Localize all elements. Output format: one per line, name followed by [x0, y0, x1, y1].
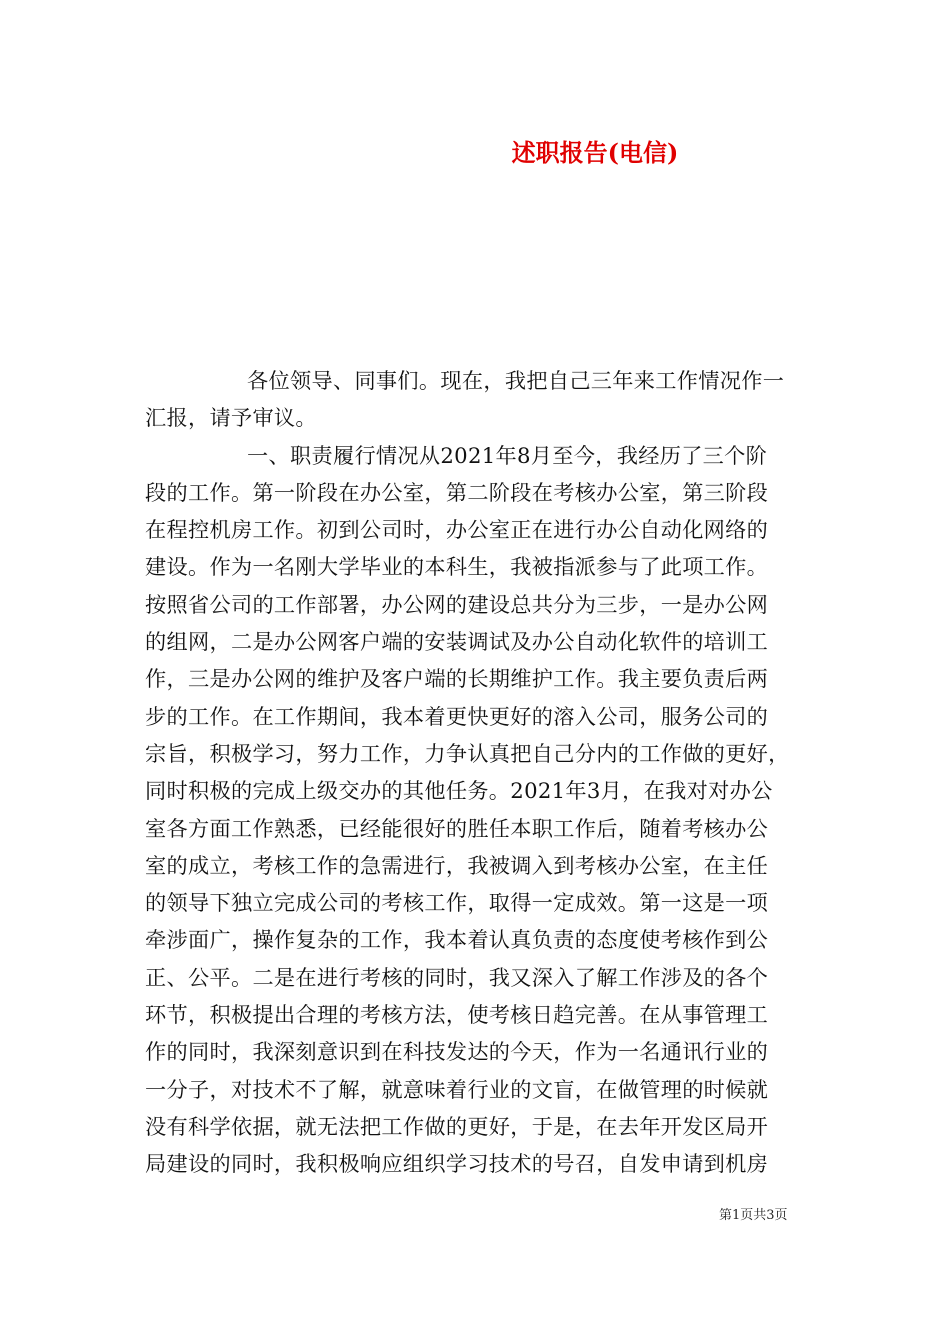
text-line: 同时积极的完成上级交办的其他任务。2021年3月，在我对对办公 [145, 778, 773, 804]
text-line: 步的工作。在工作期间，我本着更快更好的溶入公司，服务公司的 [145, 703, 769, 729]
text-line: 建设。作为一名刚大学毕业的本科生，我被指派参与了此项工作。 [145, 554, 769, 580]
text-line: 一分子，对技术不了解，就意味着行业的文盲，在做管理的时候就 [145, 1076, 769, 1102]
text-line: 没有科学依据，就无法把工作做的更好，于是，在去年开发区局开 [145, 1113, 769, 1139]
text-line: 在程控机房工作。初到公司时，办公室正在进行办公自动化网络的 [145, 517, 769, 543]
document-title: 述职报告(电信) [511, 138, 679, 167]
text-line: 一、职责履行情况从2021年8月至今，我经历了三个阶 [247, 442, 768, 468]
text-line: 牵涉面广，操作复杂的工作，我本着认真负责的态度使考核作到公 [145, 927, 769, 953]
text-line: 的领导下独立完成公司的考核工作，取得一定成效。第一这是一项 [145, 890, 769, 916]
text-line: 室各方面工作熟悉，已经能很好的胜任本职工作后，随着考核办公 [145, 815, 769, 841]
text-line: 段的工作。第一阶段在办公室，第二阶段在考核办公室，第三阶段 [145, 479, 769, 505]
text-line: 各位领导、同事们。现在，我把自己三年来工作情况作一 [247, 368, 785, 393]
text-line: 作，三是办公网的维护及客户端的长期维护工作。我主要负责后两 [145, 666, 769, 692]
text-line: 作的同时，我深刻意识到在科技发达的今天，作为一名通讯行业的 [145, 1039, 769, 1065]
text-line: 的组网，二是办公网客户端的安装调试及办公自动化软件的培训工 [145, 629, 769, 655]
text-line: 宗旨，积极学习，努力工作，力争认真把自己分内的工作做的更好， [145, 740, 790, 766]
text-line: 室的成立，考核工作的急需进行，我被调入到考核办公室，在主任 [145, 852, 769, 878]
text-line: 环节，积极提出合理的考核方法，使考核日趋完善。在从事管理工 [145, 1002, 769, 1028]
text-line: 正、公平。二是在进行考核的同时，我又深入了解工作涉及的各个 [145, 964, 769, 990]
page-number: 第1页共3页 [719, 1208, 788, 1223]
text-line: 局建设的同时，我积极响应组织学习技术的号召，自发申请到机房 [145, 1151, 769, 1177]
document-body [145, 362, 825, 1183]
text-line: 按照省公司的工作部署，办公网的建设总共分为三步，一是办公网 [145, 591, 769, 617]
text-line: 汇报，请予审议。 [145, 405, 317, 431]
